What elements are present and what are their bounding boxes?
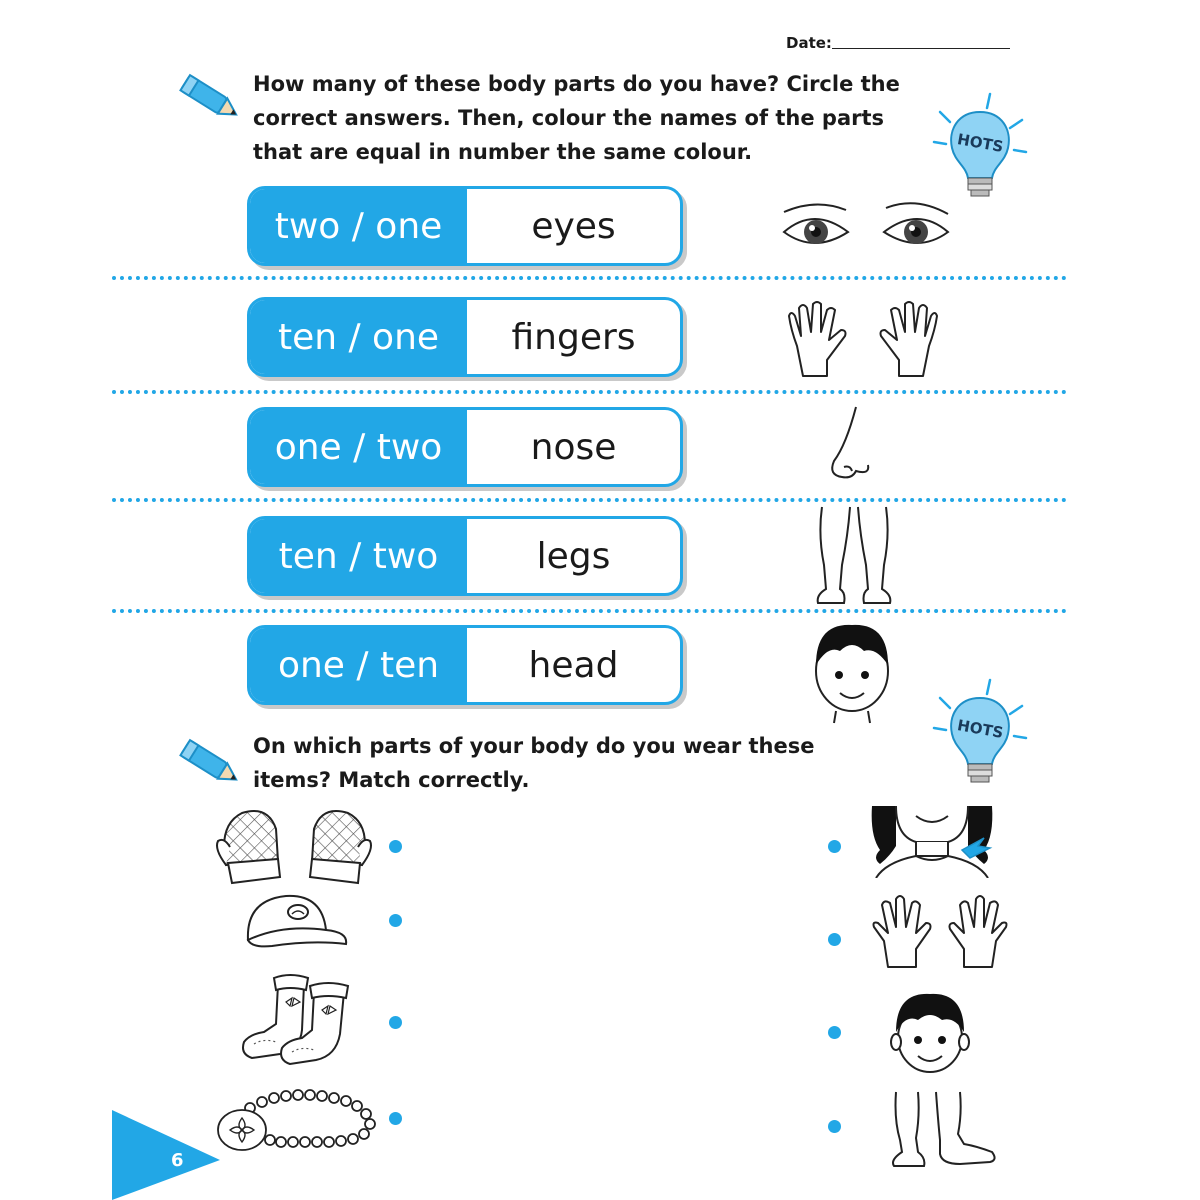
body-part-name[interactable]: head: [528, 644, 619, 686]
body-part-name[interactable]: eyes: [531, 205, 616, 247]
match-dot-left[interactable]: [389, 1016, 402, 1029]
necklace-icon: [212, 1088, 380, 1152]
head-icon: [806, 617, 898, 725]
dotted-divider: [112, 498, 1067, 502]
neck-icon: [866, 806, 998, 878]
page-corner-triangle: [0, 1100, 222, 1200]
match-dot-right[interactable]: [828, 840, 841, 853]
instruction-line: correct answers. Then, colour the names of the parts: [253, 106, 885, 130]
match-dot-right[interactable]: [828, 933, 841, 946]
hands-icon: [870, 893, 1010, 969]
answer-options[interactable]: one / ten: [250, 628, 467, 702]
match-dot-left[interactable]: [389, 840, 402, 853]
body-part-name[interactable]: legs: [536, 535, 611, 577]
feet-icon: [880, 1090, 1000, 1170]
instruction-line: items? Match correctly.: [253, 768, 530, 792]
answer-options[interactable]: ten / two: [250, 519, 467, 593]
dotted-divider: [112, 276, 1067, 280]
socks-icon: [240, 972, 354, 1068]
match-dot-left[interactable]: [389, 914, 402, 927]
date-label: Date:: [786, 34, 832, 52]
answer-options[interactable]: one / two: [250, 410, 467, 484]
cap-icon: [242, 890, 352, 952]
mittens-icon: [212, 805, 378, 887]
hots-bulb-icon: [930, 676, 1030, 796]
answer-row-head: [247, 625, 683, 705]
pencil-icon: [176, 70, 246, 130]
instruction-line: How many of these body parts do you have? Circle the: [253, 72, 900, 96]
hots-badge: HOTS: [955, 130, 1005, 156]
body-part-name[interactable]: fingers: [511, 316, 636, 358]
answer-row-fingers: [247, 297, 683, 377]
answer-row-legs: [247, 516, 683, 596]
hots-badge: HOTS: [955, 716, 1005, 742]
pencil-icon: [176, 735, 246, 795]
legs-icon: [812, 505, 896, 609]
instruction-line: On which parts of your body do you wear these: [253, 734, 815, 758]
dotted-divider: [112, 390, 1067, 394]
eyes-icon: [776, 192, 956, 254]
answer-row-eyes: [247, 186, 683, 266]
instruction-line: that are equal in number the same colour.: [253, 140, 753, 164]
answer-options[interactable]: two / one: [250, 189, 467, 263]
dotted-divider: [112, 609, 1067, 613]
page-number: 6: [171, 1150, 184, 1171]
nose-icon: [826, 405, 876, 485]
hands-icon: [783, 300, 943, 380]
body-part-name[interactable]: nose: [530, 426, 617, 468]
answer-row-nose: [247, 407, 683, 487]
head-icon: [888, 988, 972, 1080]
answer-options[interactable]: ten / one: [250, 300, 467, 374]
match-dot-right[interactable]: [828, 1026, 841, 1039]
match-dot-left[interactable]: [389, 1112, 402, 1125]
date-field[interactable]: [832, 48, 1010, 49]
activity1-instruction: [253, 67, 900, 169]
match-dot-right[interactable]: [828, 1120, 841, 1133]
activity2-instruction: [253, 729, 814, 797]
